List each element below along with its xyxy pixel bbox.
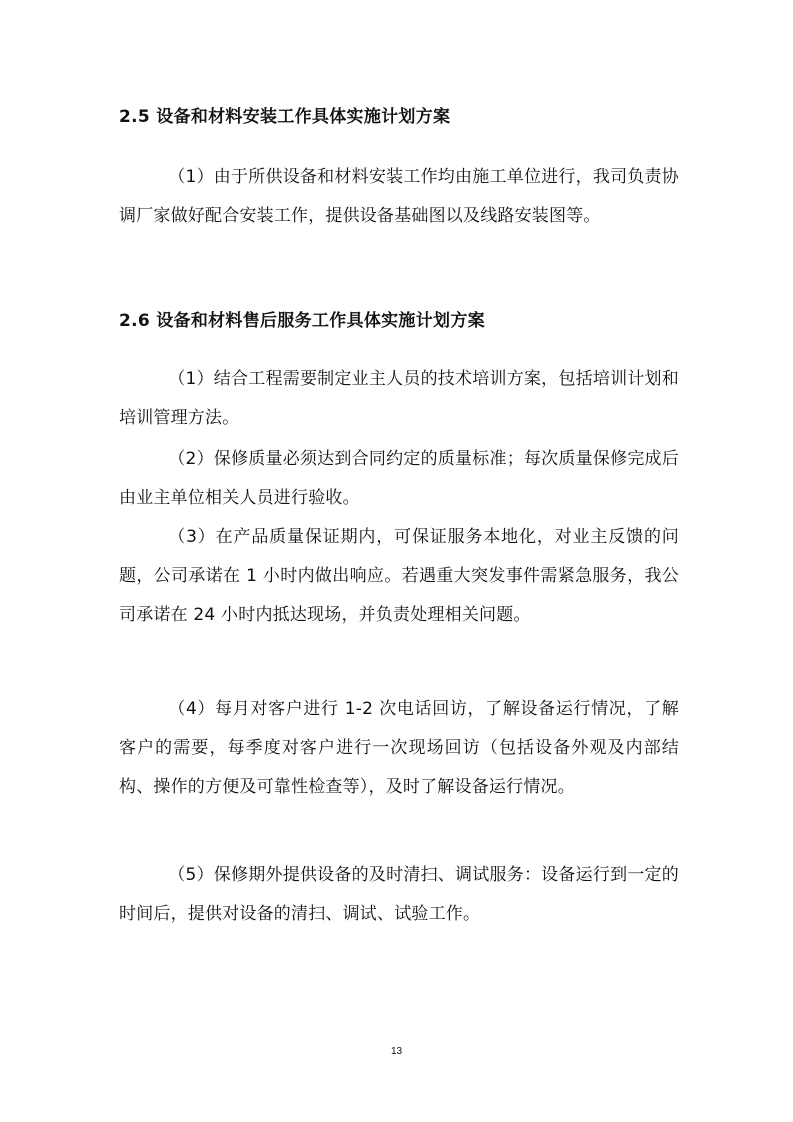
paragraph-2-5-1: （1）由于所供设备和材料安装工作均由施工单位进行，我司负责协调厂家做好配合安装工作，提供设备基础图以及线路安装图等。 xyxy=(119,167,679,226)
section-heading-2-5: 2.5 设备和材料安装工作具体实施计划方案 xyxy=(119,107,451,127)
paragraph-2-6-3: （3）在产品质量保证期内，可保证服务本地化，对业主反馈的问题，公司承诺在 1 小时内做出响应。若遇重大突发事件需紧急服务，我公司承诺在 24 小时内抵达现场，并负责处理相关问题。 xyxy=(119,527,679,625)
page-number: 13 xyxy=(390,1046,403,1057)
paragraph-2-6-5: （5）保修期外提供设备的及时清扫、调试服务：设备运行到一定的时间后，提供对设备的清扫、调试、试验工作。 xyxy=(119,865,679,924)
section-heading-2-6: 2.6 设备和材料售后服务工作具体实施计划方案 xyxy=(119,311,485,331)
paragraph-2-6-1: （1）结合工程需要制定业主人员的技术培训方案，包括培训计划和培训管理方法。 xyxy=(119,369,679,428)
paragraph-2-6-4: （4）每月对客户进行 1-2 次电话回访，了解设备运行情况，了解客户的需要，每季度对客户进行一次现场回访（包括设备外观及内部结构、操作的方便及可靠性检查等），及时了解设备运行情况。 xyxy=(119,699,679,797)
paragraph-2-6-2: （2）保修质量必须达到合同约定的质量标准；每次质量保修完成后由业主单位相关人员进行验收。 xyxy=(119,449,679,508)
